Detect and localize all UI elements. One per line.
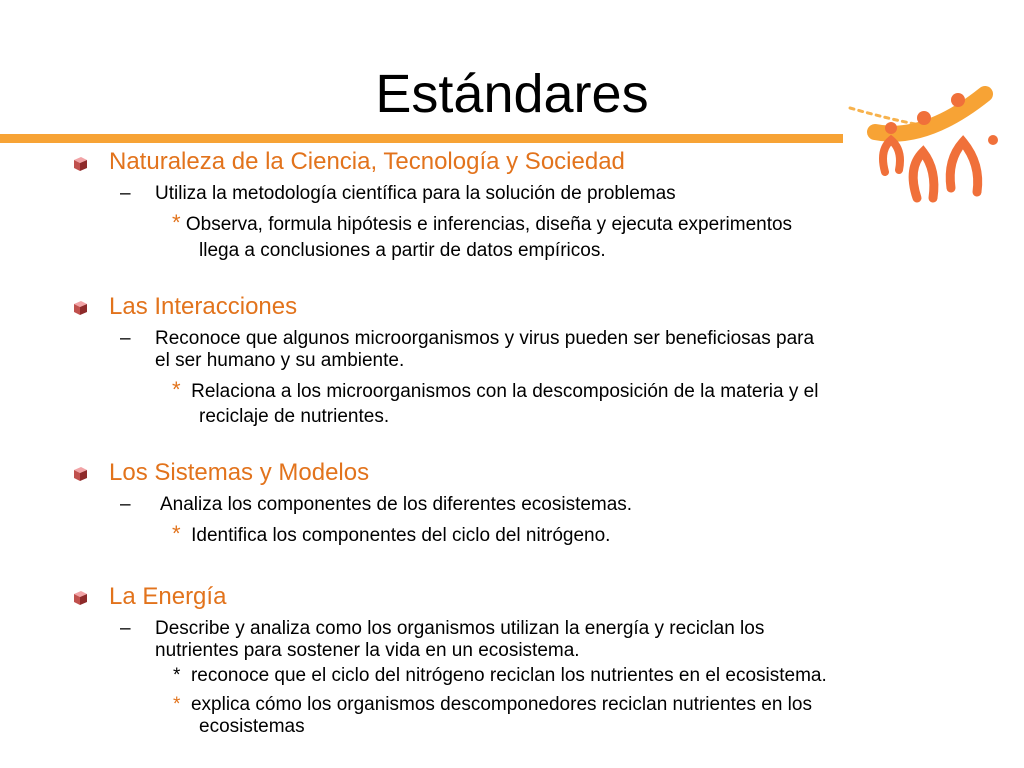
dash-marker: – — [120, 618, 131, 639]
slide-title: Estándares — [375, 64, 649, 124]
sub-item-line: Observa, formula hipótesis e inferencias, diseña y ejecuta experimentos — [185, 214, 793, 235]
bullet-cube-icon — [72, 156, 88, 172]
dash-marker: – — [120, 183, 131, 204]
standard-item: Reconoce que algunos microorganismos y virus pueden ser beneficiosas para — [155, 328, 815, 349]
section-heading: Los Sistemas y Modelos — [109, 459, 370, 486]
standard-item: Describe y analiza como los organismos utilizan la energía y reciclan los — [155, 618, 765, 639]
asterisk-marker: * — [172, 377, 181, 402]
section-heading: Naturaleza de la Ciencia, Tecnología y Sociedad — [109, 148, 625, 175]
bullet-cube-icon — [72, 590, 88, 606]
standard-item-line: el ser humano y su ambiente. — [155, 350, 405, 371]
sub-item-line: explica cómo los organismos descomponedores reciclan nutrientes en los — [190, 694, 812, 715]
standard-item: Utiliza la metodología científica para la solución de problemas — [155, 183, 676, 204]
sub-item — [173, 665, 827, 687]
standard-item: Analiza los componentes de los diferentes ecosistemas. — [160, 494, 633, 515]
sub-item-line: reconoce que el ciclo del nitrógeno reciclan los nutrientes en el ecosistema. — [190, 665, 827, 686]
people-logo-icon — [845, 80, 1005, 205]
sub-item-line: reciclaje de nutrientes. — [199, 406, 390, 427]
bullet-cube-icon — [72, 466, 88, 482]
bullet-cube-icon — [72, 300, 88, 316]
sub-item-line: ecosistemas — [199, 716, 305, 737]
asterisk-marker: * — [173, 694, 181, 715]
sub-item — [172, 378, 818, 404]
sub-item-line: Relaciona a los microorganismos con la descomposición de la materia y el — [191, 381, 819, 402]
title-divider — [0, 134, 843, 143]
section-heading: La Energía — [109, 583, 227, 610]
sub-item-line: llega a conclusiones a partir de datos empíricos. — [199, 240, 606, 261]
asterisk-marker: * — [173, 665, 181, 686]
dash-marker: – — [120, 494, 131, 515]
sub-item — [172, 522, 610, 548]
asterisk-marker: * — [172, 521, 181, 546]
sub-item — [173, 694, 812, 716]
sub-item — [172, 211, 792, 237]
sub-item-line: Identifica los componentes del ciclo del nitrógeno. — [191, 525, 611, 546]
standard-item-line: nutrientes para sostener la vida en un ecosistema. — [155, 640, 580, 661]
section-heading: Las Interacciones — [109, 293, 298, 320]
asterisk-marker: * — [172, 210, 181, 235]
dash-marker: – — [120, 328, 131, 349]
